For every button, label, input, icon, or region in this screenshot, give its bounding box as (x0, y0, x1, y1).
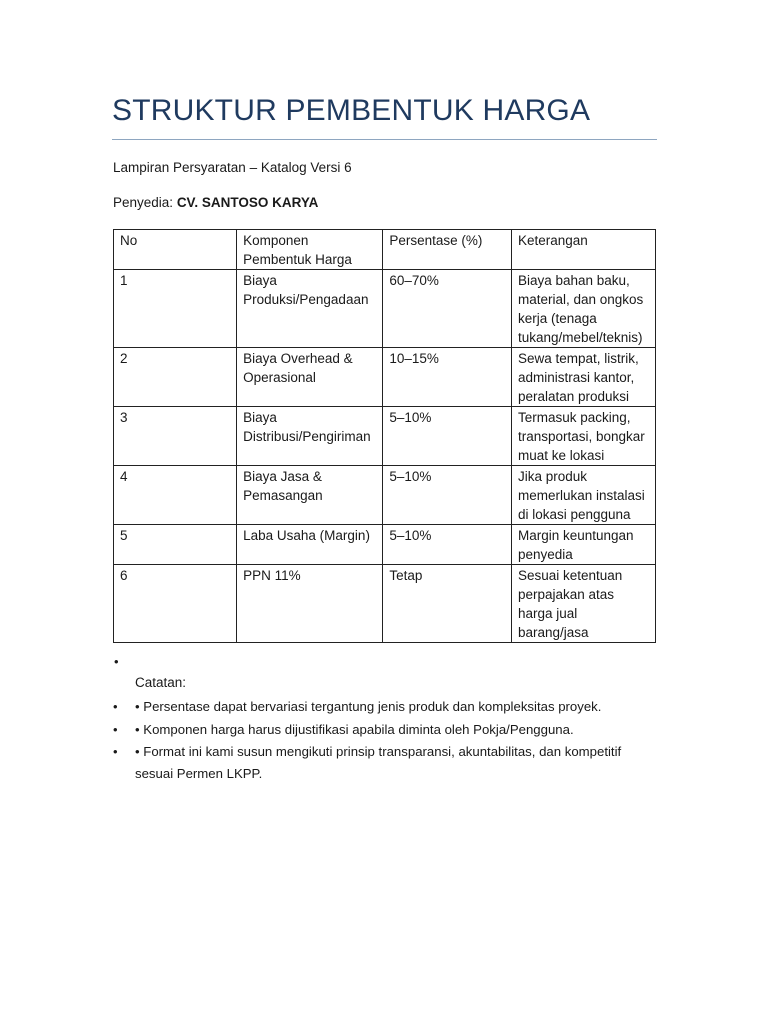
cell-no (114, 270, 237, 348)
cell-text: 4 (120, 469, 128, 484)
cell-text: 1 (120, 273, 128, 288)
table-row (114, 525, 656, 565)
cell-text: 5–10% (389, 469, 432, 484)
header-description-text: Keterangan (517, 233, 588, 248)
empty-list-bullet: • (114, 654, 119, 669)
cell-text: 10–15% (389, 351, 439, 366)
cell-text: 5–10% (389, 528, 432, 543)
header-no-text: No (120, 233, 138, 248)
table-row (114, 270, 656, 348)
cell-text: Jika produk memerlukan instalasi di lokasi pengguna (517, 469, 645, 522)
cell-description (511, 407, 655, 466)
cell-text: Biaya Overhead & Operasional (243, 351, 353, 385)
cell-text: Biaya Jasa & Pemasangan (243, 469, 323, 503)
document-subtitle: Lampiran Persyaratan – Katalog Versi 6 (113, 160, 352, 175)
cell-no (114, 407, 237, 466)
note-text: • Format ini kami susun mengikuti prinsip transparansi, akuntabilitas, dan kompetitif sesuai Permen LKPP. (135, 744, 622, 781)
cell-component (237, 466, 383, 525)
cell-description (511, 466, 655, 525)
notes-label: Catatan: (135, 675, 187, 690)
cell-description (511, 270, 655, 348)
cell-no (114, 525, 237, 565)
cell-text: 2 (120, 351, 128, 366)
cell-text: Margin keuntungan penyedia (517, 528, 634, 562)
cell-percentage (383, 348, 512, 407)
cell-component (237, 565, 383, 643)
cell-text: Tetap (389, 568, 423, 583)
provider-name: CV. SANTOSO KARYA (176, 195, 319, 210)
provider-line (113, 195, 318, 210)
cell-text: Sewa tempat, listrik, administrasi kantor, peralatan produksi (517, 351, 639, 404)
table-row (114, 565, 656, 643)
cell-text: Termasuk packing, transportasi, bongkar muat ke lokasi (517, 410, 645, 463)
cell-no (114, 565, 237, 643)
cell-text: Biaya Produksi/Pengadaan (243, 273, 369, 307)
list-bullet: • (113, 699, 118, 714)
cell-text: Biaya Distribusi/Pengiriman (243, 410, 371, 444)
cell-text: Sesuai ketentuan perpajakan atas harga jual barang/jasa (517, 568, 623, 640)
header-no (114, 230, 237, 270)
cell-percentage (383, 407, 512, 466)
cell-text: Laba Usaha (Margin) (243, 528, 370, 543)
header-percentage (383, 230, 512, 270)
cell-percentage (383, 270, 512, 348)
note-text: • Persentase dapat bervariasi tergantung jenis produk dan kompleksitas proyek. (135, 699, 602, 714)
list-bullet: • (113, 744, 118, 759)
cell-text: 3 (120, 410, 128, 425)
cell-description (511, 348, 655, 407)
cell-component (237, 407, 383, 466)
table-header-row (114, 230, 656, 270)
header-description (511, 230, 655, 270)
cell-component (237, 525, 383, 565)
cell-text: 60–70% (389, 273, 439, 288)
table-row (114, 407, 656, 466)
cell-text: Biaya bahan baku, material, dan ongkos kerja (tenaga tukang/mebel/teknis) (517, 273, 644, 345)
cell-component (237, 270, 383, 348)
header-percentage-text: Persentase (%) (389, 233, 483, 248)
provider-label: Penyedia: (113, 195, 174, 210)
cell-text: 6 (120, 568, 128, 583)
cell-percentage (383, 525, 512, 565)
cell-component (237, 348, 383, 407)
cell-description (511, 565, 655, 643)
note-text: • Komponen harga harus dijustifikasi apabila diminta oleh Pokja/Pengguna. (135, 722, 574, 737)
page-title: STRUKTUR PEMBENTUK HARGA (112, 94, 591, 127)
price-structure-table (113, 229, 656, 643)
title-divider (112, 139, 657, 140)
table-row (114, 348, 656, 407)
cell-text: 5 (120, 528, 128, 543)
list-bullet: • (113, 722, 118, 737)
cell-text: 5–10% (389, 410, 432, 425)
header-component-text: Komponen Pembentuk Harga (243, 233, 352, 267)
cell-text: PPN 11% (243, 568, 301, 583)
cell-percentage (383, 466, 512, 525)
cell-no (114, 348, 237, 407)
cell-description (511, 525, 655, 565)
table-row (114, 466, 656, 525)
cell-percentage (383, 565, 512, 643)
header-component (237, 230, 383, 270)
cell-no (114, 466, 237, 525)
